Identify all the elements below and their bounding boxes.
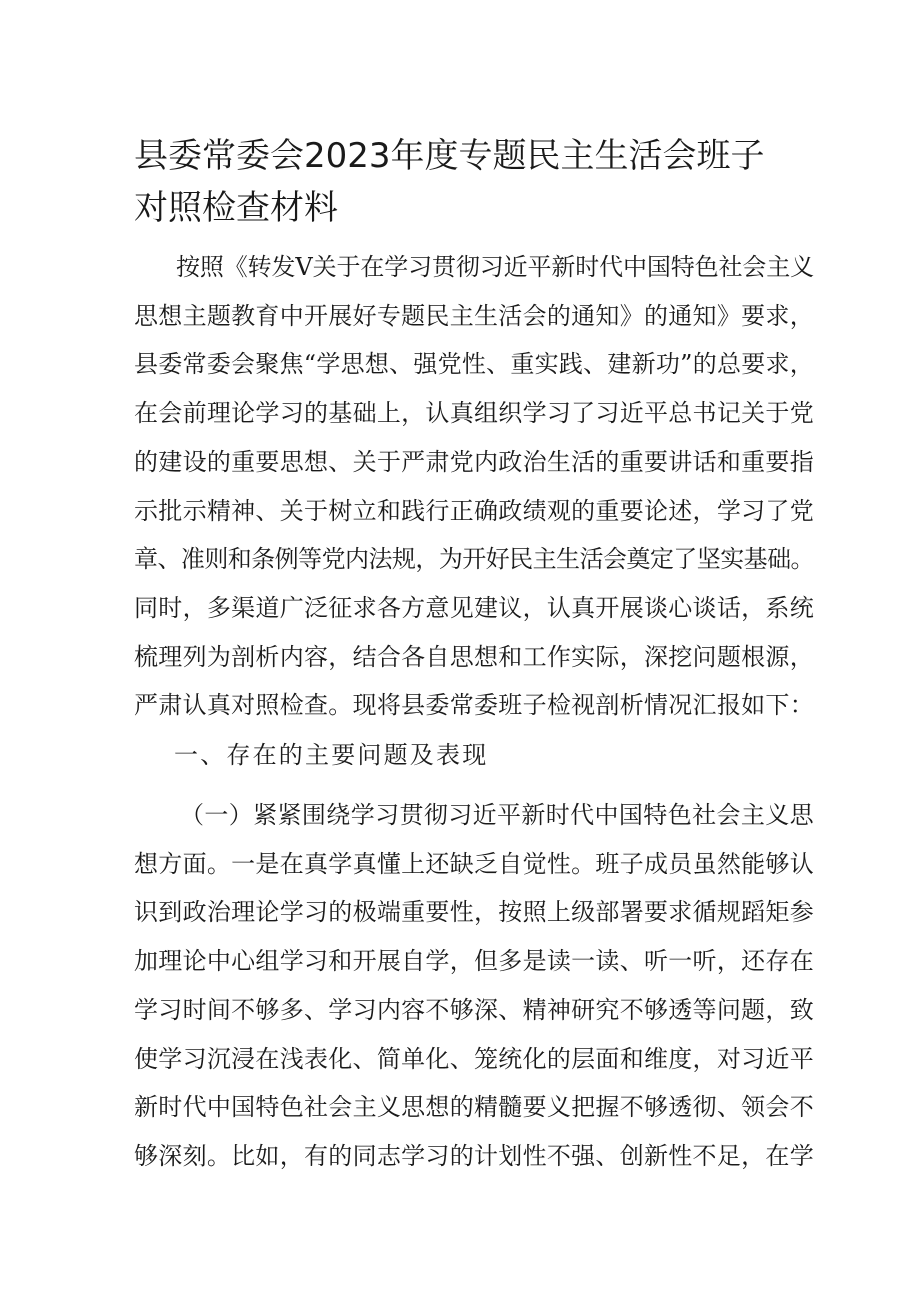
intro-line: 思想主题教育中开展好专题民主生活会的通知》的通知》要求， — [134, 301, 814, 330]
section-line: 使学习沉浸在浅表化、简单化、笼统化的层面和维度，对习近平 — [134, 1044, 814, 1073]
intro-line: 在会前理论学习的基础上，认真组织学习了习近平总书记关于党 — [134, 399, 814, 428]
section-heading — [134, 731, 814, 780]
intro-line: 示批示精神、关于树立和践行正确政绩观的重要论述，学习了党 — [134, 496, 814, 525]
title-line-1: 县委常委会2023年度专题民主生活会班子 — [134, 136, 765, 176]
document-title — [134, 130, 814, 234]
section-line: 学习时间不够多、学习内容不够深、精神研究不够透等问题，致 — [134, 995, 814, 1024]
intro-paragraph — [134, 243, 814, 730]
intro-line: 章、准则和条例等党内法规，为开好民主生活会奠定了坚实基础。 — [134, 545, 814, 574]
intro-line: 按照《转发Ⅴ关于在学习贯彻习近平新时代中国特色社会主义 — [176, 253, 814, 281]
section-line: （一）紧紧围绕学习贯彻习近平新时代中国特色社会主义思 — [180, 801, 814, 829]
section-heading-text: 一、存在的主要问题及表现 — [174, 741, 489, 769]
section-line: 加理论中心组学习和开展自学，但多是读一读、听一听，还存在 — [134, 947, 814, 976]
section-line: 够深刻。比如，有的同志学习的计划性不强、创新性不足，在学 — [134, 1141, 814, 1170]
intro-line: 梳理列为剖析内容，结合各自思想和工作实际，深挖问题根源， — [134, 642, 814, 671]
title-line-2: 对照检查材料 — [134, 188, 338, 228]
section-line: 识到政治理论学习的极端重要性，按照上级部署要求循规蹈矩参 — [134, 898, 814, 927]
intro-line: 同时，多渠道广泛征求各方意见建议，认真开展谈心谈话，系统 — [134, 593, 814, 622]
intro-line: 严肃认真对照检查。现将县委常委班子检视剖析情况汇报如下： — [134, 691, 814, 720]
section-line: 想方面。一是在真学真懂上还缺乏自觉性。班子成员虽然能够认 — [134, 849, 814, 878]
section-paragraph — [134, 791, 814, 1181]
intro-line: 县委常委会聚焦“学思想、强党性、重实践、建新功”的总要求， — [134, 350, 814, 379]
intro-line: 的建设的重要思想、关于严肃党内政治生活的重要讲话和重要指 — [134, 447, 814, 476]
section-line: 新时代中国特色社会主义思想的精髓要义把握不够透彻、领会不 — [134, 1093, 814, 1122]
